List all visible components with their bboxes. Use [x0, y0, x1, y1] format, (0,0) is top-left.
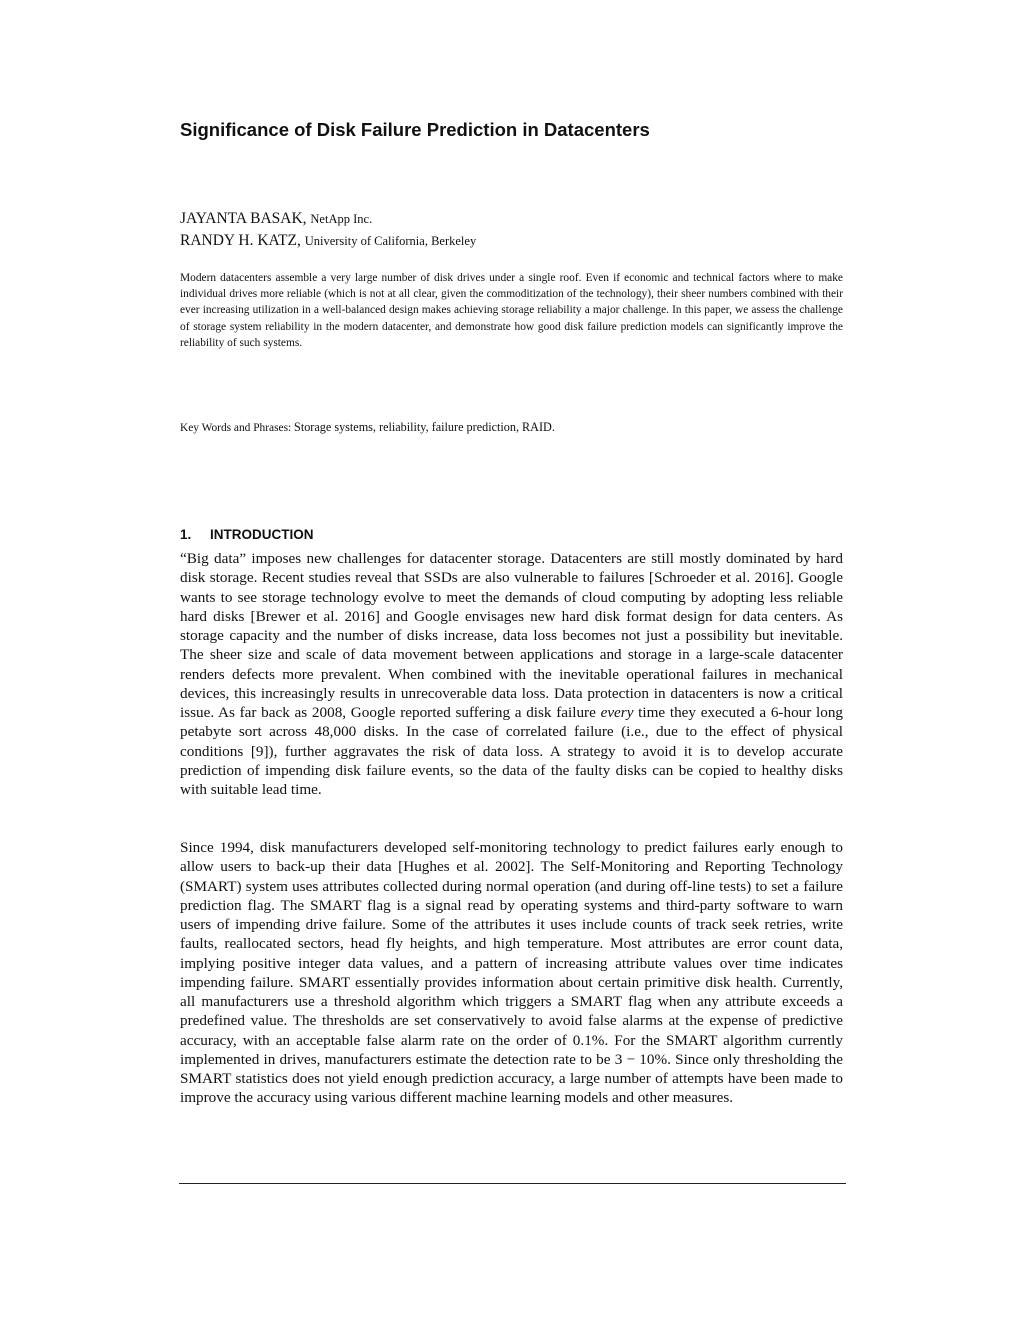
keywords-terms: Storage systems, reliability, failure prediction, RAID.	[294, 420, 555, 434]
author-affiliation: University of California, Berkeley	[304, 234, 477, 248]
intro-paragraph-2: Since 1994, disk manufacturers developed self-monitoring technology to predict failures early enough to allow users to back-up their data [Hughes et al. 2002]. The Self-Monitoring and Reporting Technology (SMART) system uses attributes collected during normal operation (and during off-line tests) to set a failure prediction flag. The SMART flag is a signal read by operating systems and third-party software to warn users of impending drive failure. Some of the attributes it uses include counts of track seek retries, write faults, reallocated sectors, head fly heights, and high temperature. Most attributes are error count data, implying positive integer data values, and a pattern of increasing attribute values over time indicates impending failure. SMART essentially provides information about certain primitive disk health. Currently, all manufacturers use a threshold algorithm which triggers a SMART flag when any attribute exceeds a predefined value. The thresholds are set conservatively to avoid false alarms at the expense of predictive accuracy, with an acceptable false alarm rate on the order of 0.1%. For the SMART algorithm currently implemented in drives, manufacturers estimate the detection rate to be 3 − 10%. Since only thresholding the SMART statistics does not yield enough prediction accuracy, a large number of attempts have been made to improve the accuracy using various different machine learning models and other measures.	[180, 839, 843, 1107]
paper-title: Significance of Disk Failure Prediction in Datacenters	[180, 119, 650, 140]
section-heading	[180, 527, 314, 542]
section-title: INTRODUCTION	[210, 527, 314, 542]
author-entry	[180, 208, 840, 230]
author-name: JAYANTA BASAK,	[180, 210, 307, 227]
keywords-label: Key Words and Phrases:	[180, 422, 292, 434]
author-block	[180, 208, 840, 252]
author-name: RANDY H. KATZ,	[180, 232, 301, 249]
keywords-line	[180, 420, 843, 435]
footnote-divider	[179, 1183, 846, 1184]
section-number: 1.	[180, 527, 192, 542]
author-affiliation: NetApp Inc.	[310, 212, 373, 226]
author-entry	[180, 230, 840, 252]
paragraph-text: time they executed a 6-hour long petabyte sort across 48,000 disks. In the case of correlated failure (i.e., due to the effect of physical conditions [9]), further aggravates the risk of data loss. A strategy to avoid it is to develop accurate prediction of impending disk failure events, so the data of the faulty disks can be copied to healthy disks with suitable lead time.	[180, 704, 844, 798]
intro-paragraph-1	[180, 549, 843, 799]
abstract: Modern datacenters assemble a very large number of disk drives under a single roof. Even if economic and technical factors where to make individual drives more reliable (which is not at all clear, given the commoditization of the technology), their sheer numbers combined with their ever increasing utilization in a well-balanced design makes achieving storage reliability a major challenge. In this paper, we assess the challenge of storage system reliability in the modern datacenter, and demonstrate how good disk failure prediction models can significantly improve the reliability of such systems.	[180, 272, 843, 349]
paragraph-text: “Big data” imposes new challenges for datacenter storage. Datacenters are still mostly dominated by hard disk storage. Recent studies reveal that SSDs are also vulnerable to failures [Schroeder et al. 2016]. Google wants to see storage technology evolve to meet the demands of cloud computing by adopting less reliable hard disks [Brewer et al. 2016] and Google envisages new hard disk format design for data centers. As storage capacity and the number of disks increase, data loss becomes not just a possibility but inevitable. The sheer size and scale of data movement between applications and storage in a large-scale datacenter renders defects more prevalent. When combined with the inevitable operational failures in mechanical devices, this increasingly results in unrecoverable data loss. Data protection in datacenters is now a critical issue. As far back as 2008, Google reported suffering a disk failure	[180, 550, 843, 721]
emphasized-word: every	[600, 704, 634, 721]
